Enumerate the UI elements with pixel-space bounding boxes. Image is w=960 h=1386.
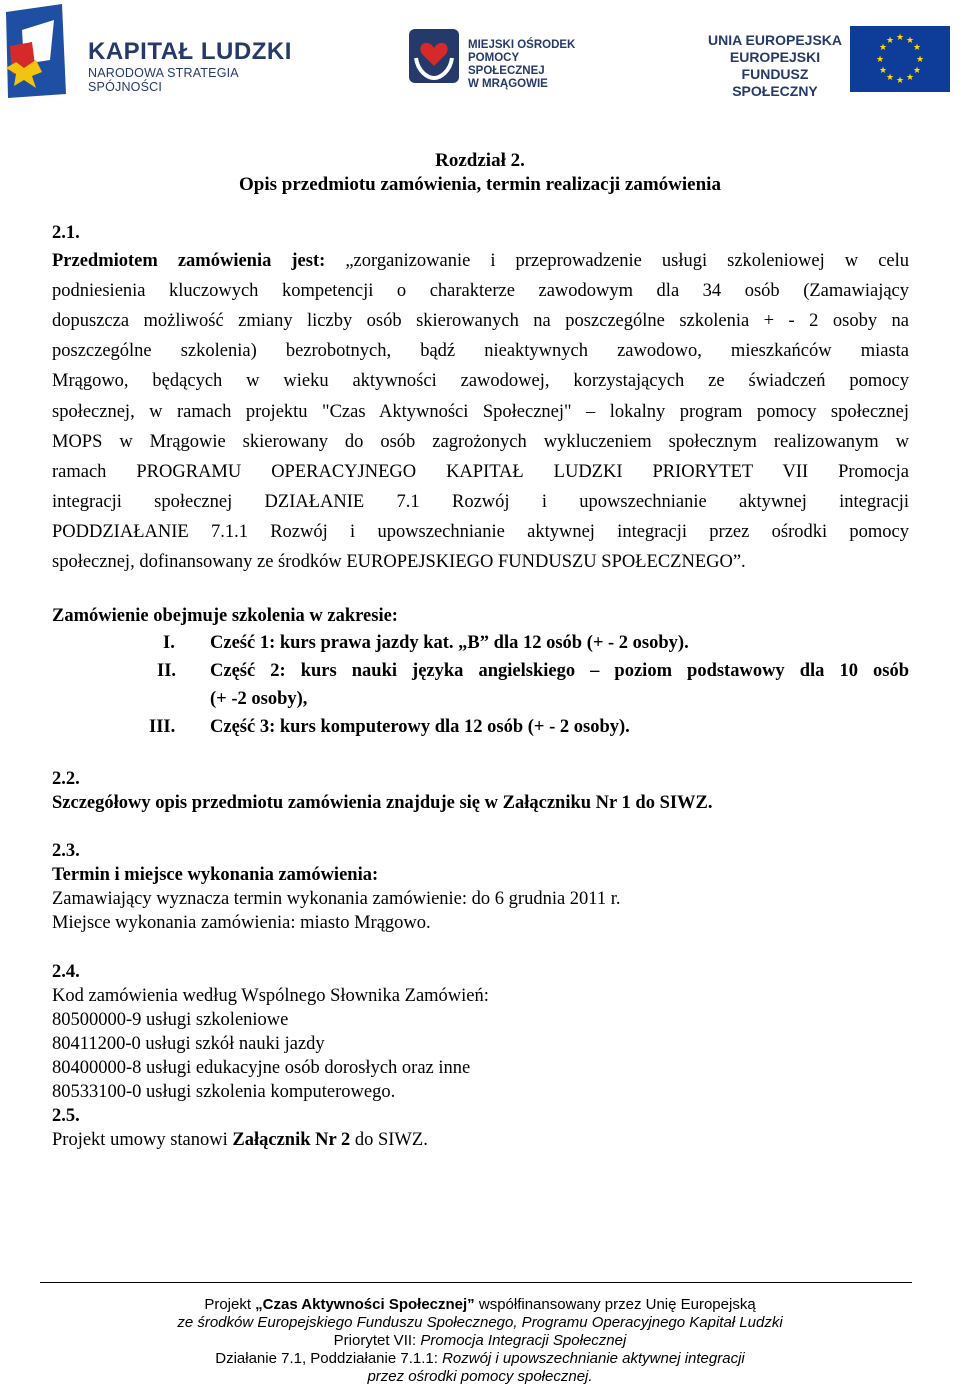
- section-2-1-number: 2.1.: [52, 223, 80, 243]
- section-2-3-number: 2.3.: [52, 841, 80, 861]
- s21-line-11: społecznej, dofinansowany ze środków EUROPEJSKIEGO FUNDUSZU SPOŁECZNEGO”.: [52, 552, 746, 572]
- cpv-code-3: 80400000-8 usługi edukacyjne osób dorosłych oraz inne: [52, 1058, 471, 1078]
- footer-project-name: „Czas Aktywności Społecznej”: [255, 1296, 475, 1313]
- footer-line-2: [0, 1314, 960, 1332]
- footer-line-4: [0, 1350, 960, 1368]
- mops-line-1: MIEJSKI OŚRODEK: [468, 39, 576, 51]
- chapter-number: Rozdział 2.: [435, 150, 525, 171]
- s21-line-1-text: „zorganizowanie i przeprowadzenie usługi szkoleniowej w celu: [345, 251, 910, 271]
- section-2-2-number: 2.2.: [52, 769, 80, 789]
- part-1-text: Cześć 1: kurs prawa jazdy kat. „B” dla 12 osób (+ - 2 osoby).: [210, 633, 689, 653]
- eu-logo: [704, 24, 954, 99]
- section-2-4-heading: Kod zamówienia według Wspólnego Słownika Zamówień:: [52, 986, 489, 1006]
- chapter-title: Opis przedmiotu zamówienia, termin realizacji zamówienia: [239, 174, 721, 195]
- eu-line-2: EUROPEJSKI: [729, 49, 821, 65]
- svg-text:★: ★: [878, 66, 888, 76]
- mops-line-3: W MRĄGOWIE: [468, 78, 548, 90]
- scope-heading: Zamówienie obejmuje szkolenia w zakresie:: [52, 606, 398, 626]
- part-3-text: Część 3: kurs komputerowy dla 12 osób (+ - 2 osoby).: [210, 717, 630, 737]
- mops-logo: [408, 28, 588, 88]
- eu-line-3: FUNDUSZ SPOŁECZNY: [732, 66, 818, 99]
- eu-fund-name: [704, 32, 846, 100]
- s21-line-10: PODDZIAŁANIE 7.1.1 Rozwój i upowszechnianie aktywnej integracji przez ośrodki pomocy: [52, 522, 909, 542]
- footer-line-3: [0, 1332, 960, 1350]
- s21-lead: Przedmiotem zamówienia jest:: [52, 251, 326, 271]
- kapital-ludzki-emblem-icon: [2, 2, 68, 100]
- footer-l1-post: współfinansowany przez Unię Europejską: [474, 1296, 756, 1313]
- kapital-ludzki-logo: [2, 2, 312, 102]
- footer-l4-it: Rozwój i upowszechnianie aktywnej integracji: [442, 1350, 745, 1367]
- section-2-5-number: 2.5.: [52, 1106, 80, 1126]
- s21-line-9: integracji społecznej DZIAŁANIE 7.1 Rozwój i upowszechnianie aktywnej integracji: [52, 492, 909, 512]
- s25-attachment: Załącznik Nr 2: [232, 1130, 351, 1150]
- eu-flag-icon: [850, 26, 950, 92]
- mops-emblem-icon: [408, 28, 460, 84]
- s21-line-3: dopuszcza możliwość zmiany liczby osób skierowanych na poszczególne szkolenia + - 2 osoby na: [52, 311, 909, 331]
- svg-text:★: ★: [915, 55, 925, 65]
- cpv-code-1: 80500000-9 usługi szkoleniowe: [52, 1010, 289, 1030]
- footer-l3-it: Promocja Integracji Społecznej: [420, 1332, 627, 1349]
- s21-line-7: MOPS w Mrągowie skierowany do osób zagrożonych wykluczeniem społecznym realizowanym w: [52, 432, 909, 452]
- kapital-ludzki-title: KAPITAŁ LUDZKI: [88, 38, 292, 65]
- s21-line-8: ramach PROGRAMU OPERACYJNEGO KAPITAŁ LUDZKI PRIORYTET VII Promocja: [52, 462, 909, 482]
- s21-line-1: [52, 246, 909, 276]
- part-3-number: III.: [149, 717, 176, 737]
- eu-line-1: UNIA EUROPEJSKA: [707, 32, 843, 48]
- section-2-3-term: Zamawiający wyznacza termin wykonania zamówienie: do 6 grudnia 2011 r.: [52, 889, 621, 909]
- s25-pre: Projekt umowy stanowi: [52, 1130, 233, 1150]
- footer-line-1: [0, 1296, 960, 1314]
- s21-line-4: poszczególne szkolenia) bezrobotnych, bądź nieaktywnych zawodowo, mieszkańców miasta: [52, 341, 909, 361]
- part-1-number: I.: [163, 633, 175, 653]
- cpv-code-2: 80411200-0 usługi szkół nauki jazdy: [52, 1034, 325, 1054]
- section-2-2-text: Szczegółowy opis przedmiotu zamówienia znajduje się w Załączniku Nr 1 do SIWZ.: [52, 793, 713, 813]
- svg-text:★: ★: [895, 33, 905, 43]
- part-2-text-cont: (+ -2 osoby),: [210, 689, 308, 709]
- s21-line-5: Mrągowo, będących w wieku aktywności zawodowej, korzystających ze świadczeń pomocy: [52, 371, 909, 391]
- footer-l3-pre: Priorytet VII:: [333, 1332, 421, 1349]
- svg-text:★: ★: [878, 43, 888, 53]
- section-2-4-number: 2.4.: [52, 962, 80, 982]
- svg-text:★: ★: [895, 76, 905, 86]
- svg-text:★: ★: [905, 73, 915, 83]
- s21-line-2: podniesienia kluczowych kompetencji o charakterze zawodowym dla 34 osób (Zamawiający: [52, 281, 909, 301]
- footer-l1-pre: Projekt: [204, 1296, 256, 1313]
- section-2-3-heading: Termin i miejsce wykonania zamówienia:: [52, 865, 379, 885]
- footer-l4-pre: Działanie 7.1, Poddziałanie 7.1.1:: [215, 1350, 443, 1367]
- part-2-number: II.: [157, 661, 177, 681]
- svg-text:★: ★: [912, 66, 922, 76]
- svg-text:★: ★: [885, 73, 895, 83]
- svg-text:★: ★: [912, 43, 922, 53]
- kapital-ludzki-subtitle: NARODOWA STRATEGIA SPÓJNOŚCI: [88, 66, 239, 94]
- footer-l5-text: przez ośrodki pomocy społecznej.: [367, 1368, 593, 1385]
- cpv-code-4: 80533100-0 usługi szkolenia komputerowego.: [52, 1082, 396, 1102]
- svg-text:★: ★: [905, 36, 915, 46]
- footer-l2-text: ze środków Europejskiego Funduszu Społecznego, Programu Operacyjnego Kapitał Ludzki: [177, 1314, 783, 1331]
- s25-post: do SIWZ.: [350, 1130, 428, 1150]
- svg-text:★: ★: [875, 55, 885, 65]
- section-2-3-place: Miejsce wykonania zamówienia: miasto Mrągowo.: [52, 913, 431, 933]
- svg-text:★: ★: [885, 36, 895, 46]
- mops-line-2: POMOCY SPOŁECZNEJ: [468, 52, 545, 77]
- footer-divider: [40, 1282, 912, 1283]
- mops-name: [468, 39, 588, 91]
- s21-line-6: społecznej, w ramach projektu "Czas Aktywności Społecznej" – lokalny program pomocy społecznej: [52, 402, 909, 422]
- footer-line-5: [0, 1368, 960, 1386]
- section-2-5-text: [52, 1129, 428, 1151]
- part-2-text: Część 2: kurs nauki języka angielskiego – poziom podstawowy dla 10 osób: [210, 661, 909, 681]
